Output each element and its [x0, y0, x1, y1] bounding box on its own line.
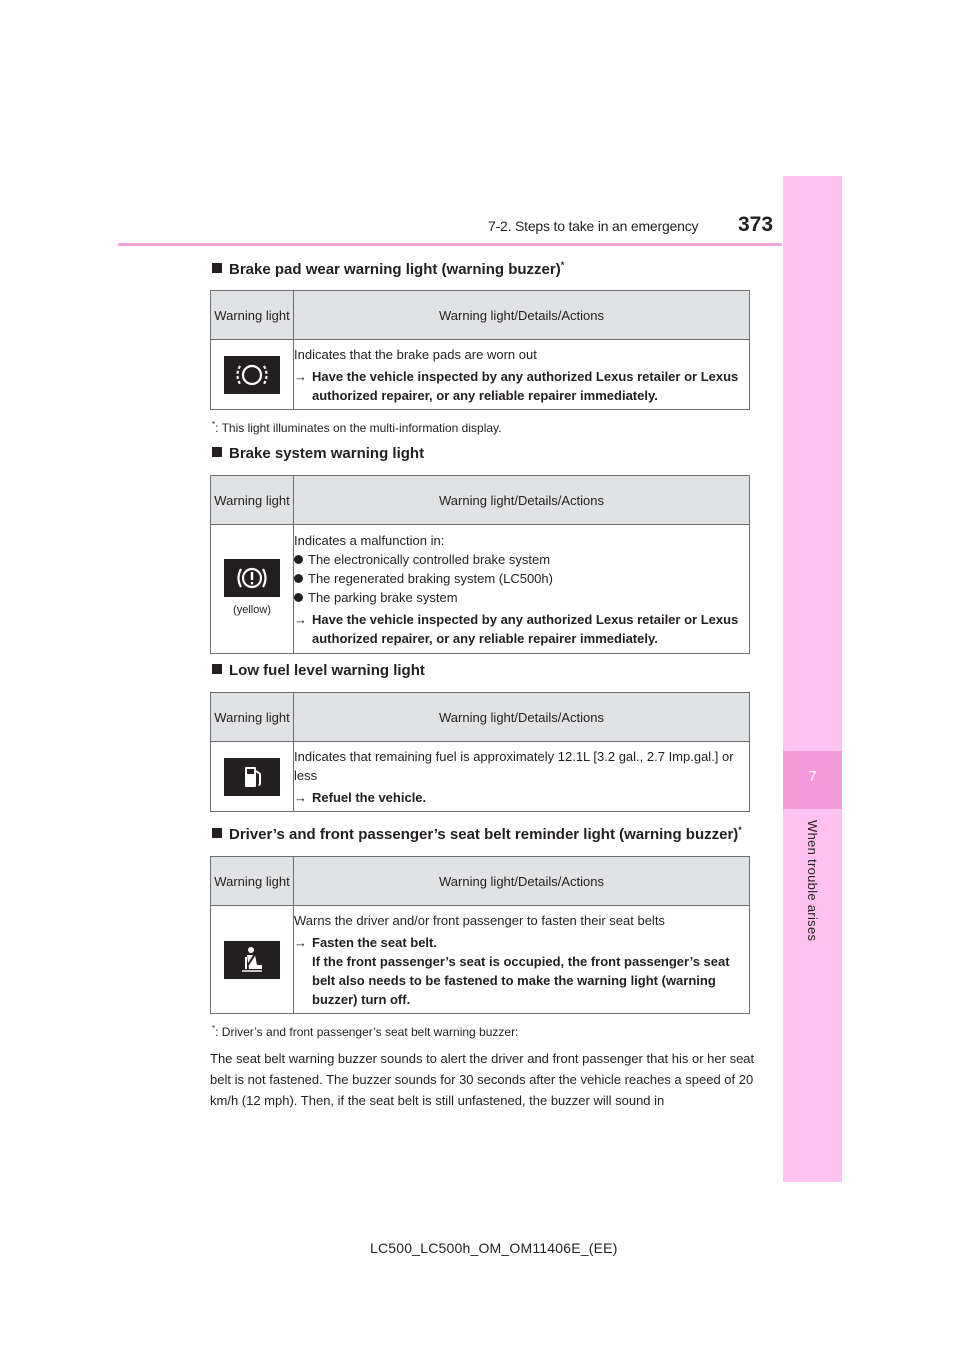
square-bullet-icon [212, 828, 222, 838]
table-row [211, 742, 750, 812]
action-line: Fasten the seat belt. [312, 934, 437, 950]
description-cell [294, 742, 750, 812]
description-cell [294, 340, 750, 410]
col-header-warning-light: Warning light [211, 476, 294, 525]
action-line: Refuel the vehicle. [312, 789, 427, 805]
footnote-marker: * [560, 260, 565, 270]
section-heading-seat-belt [212, 825, 742, 843]
action-line: Have the vehicle inspected by any authorized Lexus retailer or Lexus [312, 611, 739, 627]
icon-cell [211, 340, 294, 410]
section-heading-text: Driver’s and front passenger’s seat belt reminder light (warning buzzer) [229, 826, 739, 843]
footnote-marker: * [212, 1024, 216, 1033]
document-code-footer: LC500_LC500h_OM_OM11406E_(EE) [370, 1240, 618, 1256]
action-text [294, 610, 749, 648]
col-header-warning-light: Warning light [211, 857, 294, 906]
icon-cell [211, 906, 294, 1014]
header-rule [118, 243, 782, 246]
list-item-text: The regenerated braking system (LC500h) [308, 570, 553, 586]
description-text: Warns the driver and/or front passenger to fasten their seat belts [294, 912, 665, 928]
body-paragraph: The seat belt warning buzzer sounds to alert the driver and front passenger that his or her seat belt is not fastened. The buzzer sounds for 30 seconds after the vehicle reaches a speed of 20 km/h (12 mph). Then, if the seat belt is still unfastened, the buzzer will sound in [210, 1051, 755, 1108]
table-header-row [211, 476, 750, 525]
seat-belt-table [210, 856, 750, 1014]
list-item [294, 588, 749, 607]
action-continuation: authorized repairer, or any reliable repairer immediately. [312, 387, 658, 403]
brake-system-warning-icon [224, 559, 280, 597]
table-header-row [211, 291, 750, 340]
bullet-icon [294, 593, 303, 602]
brake-system-table [210, 475, 750, 654]
list-item [294, 550, 749, 569]
low-fuel-table [210, 692, 750, 812]
table-row [211, 525, 750, 654]
description-cell [294, 525, 750, 654]
footnote [212, 1024, 518, 1039]
chapter-number: 7 [808, 768, 817, 785]
square-bullet-icon [212, 664, 222, 674]
brake-pad-table [210, 290, 750, 410]
arrow-icon: → [294, 611, 307, 627]
footnote [212, 420, 501, 435]
chapter-side-tab [783, 176, 842, 1182]
list-item [294, 569, 749, 588]
col-header-details: Warning light/Details/Actions [294, 291, 750, 340]
section-heading-low-fuel [212, 662, 425, 679]
square-bullet-icon [212, 263, 222, 273]
brake-pad-wear-icon [224, 356, 280, 394]
description-text: Indicates that the brake pads are worn out [294, 346, 537, 362]
arrow-icon: → [294, 789, 307, 805]
table-row [211, 340, 750, 410]
table-header-row [211, 693, 750, 742]
chapter-label: When trouble arises [805, 820, 820, 942]
col-header-warning-light: Warning light [211, 291, 294, 340]
col-header-details: Warning light/Details/Actions [294, 476, 750, 525]
arrow-icon: → [294, 934, 307, 950]
square-bullet-icon [212, 447, 222, 457]
action-text [294, 788, 749, 807]
list-item-text: The electronically controlled brake system [308, 551, 551, 567]
footnote-marker: * [212, 420, 216, 429]
action-continuation: If the front passenger’s seat is occupied, the front passenger’s seat belt also needs to be fastened to make the warning light (warning buzzer) turn off. [312, 953, 730, 1007]
bullet-icon [294, 574, 303, 583]
action-text [294, 933, 749, 1009]
action-continuation: authorized repairer, or any reliable repairer immediately. [312, 630, 658, 646]
section-heading-brake-pad [212, 260, 564, 278]
description-cell [294, 906, 750, 1014]
section-heading-brake-system [212, 445, 424, 462]
action-text [294, 367, 749, 405]
list-item-text: The parking brake system [308, 589, 458, 605]
table-row [211, 906, 750, 1014]
description-text: Indicates that remaining fuel is approximately 12.1L [3.2 gal., 2.7 Imp.gal.] or less [294, 748, 734, 783]
footnote-text: : This light illuminates on the multi-information display. [215, 421, 502, 435]
col-header-warning-light: Warning light [211, 693, 294, 742]
color-note: (yellow) [233, 603, 271, 616]
action-line: Have the vehicle inspected by any authorized Lexus retailer or Lexus [312, 368, 739, 384]
arrow-icon: → [294, 368, 307, 384]
col-header-details: Warning light/Details/Actions [294, 693, 750, 742]
col-header-details: Warning light/Details/Actions [294, 857, 750, 906]
icon-cell [211, 742, 294, 812]
footnote-marker: * [738, 825, 742, 835]
fuel-pump-icon [224, 758, 280, 796]
seat-belt-icon [224, 941, 280, 979]
bullet-icon [294, 555, 303, 564]
page-number: 373 [738, 213, 774, 236]
section-heading-text: Brake pad wear warning light (warning buzzer) [229, 261, 561, 278]
icon-cell [211, 525, 294, 654]
section-heading-text: Brake system warning light [229, 445, 425, 462]
table-header-row [211, 857, 750, 906]
section-heading-text: Low fuel level warning light [229, 662, 425, 679]
description-text: Indicates a malfunction in: [294, 532, 445, 548]
chapter-section-title: 7-2. Steps to take in an emergency [488, 218, 699, 234]
footnote-text: : Driver’s and front passenger’s seat belt warning buzzer: [215, 1025, 519, 1039]
